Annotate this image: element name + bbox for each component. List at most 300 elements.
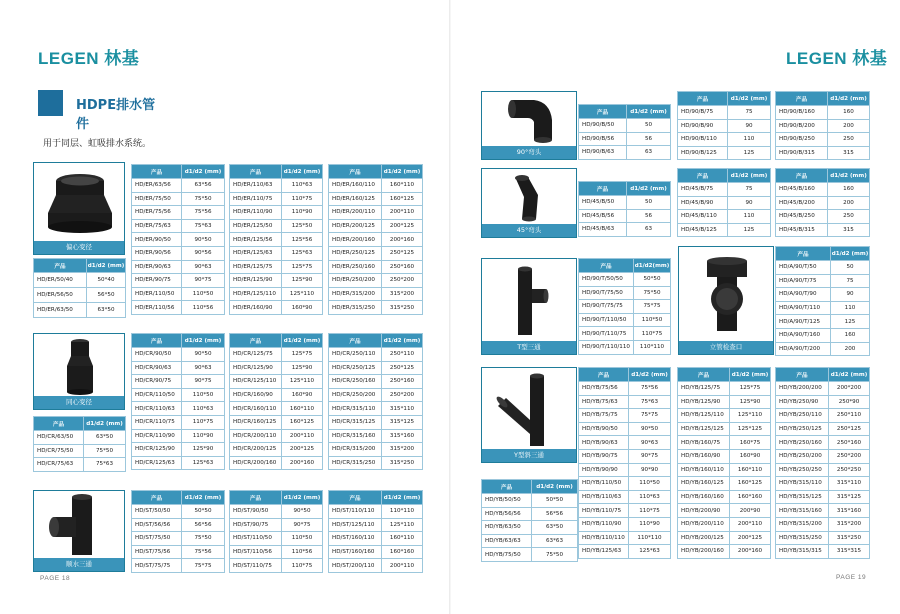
product-code: HD/YB/90/63 bbox=[579, 436, 629, 450]
table-row bbox=[579, 395, 671, 409]
table-row bbox=[132, 559, 225, 573]
product-code: HD/A/90/T/75 bbox=[776, 274, 831, 288]
dimension-value: 200*125 bbox=[282, 443, 323, 457]
table-row bbox=[34, 431, 126, 445]
table-row bbox=[230, 179, 323, 193]
product-code: HD/ER/110/63 bbox=[230, 179, 282, 193]
t-tee-icon bbox=[482, 259, 578, 343]
table-row bbox=[230, 274, 323, 288]
table-row bbox=[132, 443, 225, 457]
dimension-value: 75*50 bbox=[84, 444, 126, 458]
table-row bbox=[776, 422, 870, 436]
dimension-value: 160 bbox=[831, 328, 870, 342]
dimension-value: 200 bbox=[828, 196, 870, 210]
spec-table-st2 bbox=[229, 490, 323, 573]
product-code: HD/45/B/315 bbox=[776, 223, 828, 237]
header-dimension: d1/d2(mm) bbox=[634, 259, 671, 273]
dimension-value: 160*110 bbox=[382, 179, 423, 193]
product-code: HD/ER/110/90 bbox=[230, 206, 282, 220]
product-code: HD/ER/110/75 bbox=[230, 192, 282, 206]
product-code: HD/CR/125/75 bbox=[230, 348, 282, 362]
product-code: HD/90/B/110 bbox=[678, 133, 728, 147]
dimension-value: 125*125 bbox=[730, 422, 771, 436]
product-code: HD/YB/200/200 bbox=[776, 382, 829, 396]
table-row bbox=[329, 192, 423, 206]
dimension-value: 250*110 bbox=[829, 409, 870, 423]
table-row bbox=[34, 302, 126, 317]
product-code: HD/YB/75/56 bbox=[579, 382, 629, 396]
table-row bbox=[678, 133, 771, 147]
table-row bbox=[230, 233, 323, 247]
table-row bbox=[329, 179, 423, 193]
table-row bbox=[579, 531, 671, 545]
header-product: 产品 bbox=[230, 334, 282, 348]
product-code: HD/YB/125/90 bbox=[678, 395, 730, 409]
dimension-value: 50*40 bbox=[87, 273, 126, 288]
table-row bbox=[678, 477, 771, 491]
dimension-value: 63*50 bbox=[532, 521, 578, 535]
dimension-value: 125 bbox=[728, 146, 771, 160]
dimension-value: 200*125 bbox=[382, 219, 423, 233]
header-product: 产品 bbox=[579, 182, 627, 196]
dimension-value: 250*160 bbox=[829, 436, 870, 450]
dimension-value: 160*125 bbox=[730, 477, 771, 491]
dimension-value: 200*110 bbox=[282, 429, 323, 443]
product-code: HD/ER/125/63 bbox=[230, 246, 282, 260]
dimension-value: 90 bbox=[728, 119, 771, 133]
product-code: HD/CR/160/125 bbox=[230, 415, 282, 429]
table-row bbox=[482, 507, 578, 521]
spec-table-st1 bbox=[131, 490, 225, 573]
table-row bbox=[132, 375, 225, 389]
spec-table-b90_1 bbox=[578, 104, 671, 160]
header-dimension: d1/d2 (mm) bbox=[730, 368, 771, 382]
table-row bbox=[579, 327, 671, 341]
product-code: HD/ST/90/50 bbox=[230, 505, 282, 519]
dimension-value: 110 bbox=[728, 210, 771, 224]
dimension-value: 50*50 bbox=[532, 494, 578, 508]
dimension-value: 315 bbox=[828, 146, 870, 160]
table-row bbox=[678, 395, 771, 409]
dimension-value: 75*75 bbox=[634, 300, 671, 314]
header-product: 产品 bbox=[579, 259, 634, 273]
table-row bbox=[329, 402, 423, 416]
product-code: HD/A/90/T/110 bbox=[776, 301, 831, 315]
dimension-value: 160*110 bbox=[282, 402, 323, 416]
spec-table-cr2 bbox=[229, 333, 323, 470]
table-row bbox=[132, 219, 225, 233]
table-row bbox=[329, 287, 423, 301]
dimension-value: 90*63 bbox=[629, 436, 671, 450]
dimension-value: 110*90 bbox=[629, 517, 671, 531]
dimension-value: 160*75 bbox=[730, 436, 771, 450]
product-code: HD/ER/125/110 bbox=[230, 287, 282, 301]
dimension-value: 56*56 bbox=[532, 507, 578, 521]
table-row bbox=[579, 340, 671, 354]
header-product: 产品 bbox=[678, 368, 730, 382]
product-code: HD/90/T/110/75 bbox=[579, 327, 634, 341]
product-code: HD/ER/125/56 bbox=[230, 233, 282, 247]
table-row bbox=[329, 233, 423, 247]
dimension-value: 315*315 bbox=[829, 545, 870, 559]
dimension-value: 56*56 bbox=[182, 518, 225, 532]
product-code: HD/ST/110/50 bbox=[230, 532, 282, 546]
dimension-value: 250*200 bbox=[829, 449, 870, 463]
product-code: HD/CR/200/110 bbox=[230, 429, 282, 443]
dimension-value: 250 bbox=[828, 133, 870, 147]
product-code: HD/YB/315/200 bbox=[776, 517, 829, 531]
dimension-value: 110*63 bbox=[182, 402, 225, 416]
cleanout-icon bbox=[679, 247, 775, 343]
table-row bbox=[329, 260, 423, 274]
product-code: HD/YB/110/110 bbox=[579, 531, 629, 545]
product-code: HD/YB/250/250 bbox=[776, 463, 829, 477]
photo-sweep-tee bbox=[33, 490, 125, 572]
product-code: HD/90/T/50/50 bbox=[579, 273, 634, 287]
table-row bbox=[678, 119, 771, 133]
product-code: HD/CR/110/63 bbox=[132, 402, 182, 416]
dimension-value: 250*250 bbox=[829, 463, 870, 477]
dimension-value: 75*56 bbox=[182, 545, 225, 559]
product-code: HD/YB/75/50 bbox=[482, 548, 532, 562]
table-row bbox=[34, 273, 126, 288]
dimension-value: 160*160 bbox=[730, 490, 771, 504]
dimension-value: 56*50 bbox=[87, 287, 126, 302]
product-code: HD/A/90/T/125 bbox=[776, 315, 831, 329]
table-row bbox=[678, 531, 771, 545]
product-code: HD/90/B/56 bbox=[579, 132, 627, 146]
table-row bbox=[230, 219, 323, 233]
table-row bbox=[132, 415, 225, 429]
table-row bbox=[329, 559, 423, 573]
dimension-value: 160*90 bbox=[282, 301, 323, 315]
product-code: HD/YB/315/315 bbox=[776, 545, 829, 559]
intro-text: 用于同层、虹吸排水系统。 bbox=[43, 139, 152, 149]
eccentric-reducer-icon bbox=[34, 163, 126, 243]
table-row bbox=[230, 287, 323, 301]
dimension-value: 200*110 bbox=[730, 517, 771, 531]
header-dimension: d1/d2 (mm) bbox=[831, 247, 870, 261]
product-code: HD/ER/50/40 bbox=[34, 273, 87, 288]
table-row bbox=[776, 449, 870, 463]
table-row bbox=[329, 429, 423, 443]
product-code: HD/ER/90/63 bbox=[132, 260, 182, 274]
table-row bbox=[329, 348, 423, 362]
product-code: HD/YB/250/200 bbox=[776, 449, 829, 463]
dimension-value: 90*50 bbox=[629, 422, 671, 436]
table-row bbox=[329, 415, 423, 429]
table-row bbox=[579, 477, 671, 491]
table-row bbox=[776, 274, 870, 288]
dimension-value: 63*50 bbox=[84, 431, 126, 445]
dimension-value: 315*160 bbox=[382, 429, 423, 443]
product-code: HD/ER/160/90 bbox=[230, 301, 282, 315]
product-code: HD/YB/160/125 bbox=[678, 477, 730, 491]
dimension-value: 315*250 bbox=[382, 301, 423, 315]
product-code: HD/90/T/75/50 bbox=[579, 286, 634, 300]
dimension-value: 125*110 bbox=[282, 375, 323, 389]
header-product: 产品 bbox=[132, 165, 182, 179]
product-code: HD/YB/315/125 bbox=[776, 490, 829, 504]
product-code: HD/CR/315/200 bbox=[329, 443, 382, 457]
dimension-value: 160*160 bbox=[382, 545, 423, 559]
dimension-value: 125*75 bbox=[282, 348, 323, 362]
table-row bbox=[579, 382, 671, 396]
dimension-value: 125*56 bbox=[282, 233, 323, 247]
dimension-value: 110*110 bbox=[629, 531, 671, 545]
product-code: HD/45/B/250 bbox=[776, 210, 828, 224]
header-dimension: d1/d2 (mm) bbox=[728, 92, 771, 106]
product-code: HD/CR/75/50 bbox=[34, 444, 84, 458]
product-code: HD/90/T/110/110 bbox=[579, 340, 634, 354]
table-row bbox=[776, 106, 870, 120]
header-product: 产品 bbox=[776, 247, 831, 261]
table-row bbox=[678, 504, 771, 518]
product-code: HD/YB/90/50 bbox=[579, 422, 629, 436]
table-row bbox=[579, 223, 671, 237]
product-code: HD/A/90/T/160 bbox=[776, 328, 831, 342]
table-row bbox=[579, 504, 671, 518]
dimension-value: 315*200 bbox=[382, 443, 423, 457]
product-code: HD/ER/200/160 bbox=[329, 233, 382, 247]
product-code: HD/ER/75/56 bbox=[132, 206, 182, 220]
table-row bbox=[776, 119, 870, 133]
table-row bbox=[579, 300, 671, 314]
dimension-value: 250*125 bbox=[829, 422, 870, 436]
spec-table-t bbox=[578, 258, 671, 355]
product-code: HD/YB/250/90 bbox=[776, 395, 829, 409]
dimension-value: 90*50 bbox=[282, 505, 323, 519]
product-code: HD/90/B/63 bbox=[579, 146, 627, 160]
header-dimension: d1/d2 (mm) bbox=[382, 165, 423, 179]
product-code: HD/90/B/125 bbox=[678, 146, 728, 160]
table-row bbox=[329, 301, 423, 315]
product-code: HD/CR/125/90 bbox=[230, 361, 282, 375]
table-row bbox=[776, 133, 870, 147]
table-row bbox=[776, 183, 870, 197]
header-product: 产品 bbox=[776, 169, 828, 183]
spec-table-st3 bbox=[328, 490, 423, 573]
table-row bbox=[579, 286, 671, 300]
header-product: 产品 bbox=[34, 259, 87, 273]
product-code: HD/YB/90/75 bbox=[579, 449, 629, 463]
table-row bbox=[132, 206, 225, 220]
dimension-value: 160 bbox=[828, 106, 870, 120]
table-row bbox=[132, 361, 225, 375]
dimension-value: 110*75 bbox=[629, 504, 671, 518]
dimension-value: 125*110 bbox=[730, 409, 771, 423]
product-code: HD/ST/160/160 bbox=[329, 545, 382, 559]
header-dimension: d1/d2 (mm) bbox=[627, 182, 671, 196]
table-row bbox=[230, 388, 323, 402]
spec-table-b90_2 bbox=[677, 91, 771, 160]
product-code: HD/YB/200/110 bbox=[678, 517, 730, 531]
table-row bbox=[230, 443, 323, 457]
table-row bbox=[776, 261, 870, 275]
product-code: HD/ER/63/50 bbox=[34, 302, 87, 317]
product-code: HD/ER/250/160 bbox=[329, 260, 382, 274]
header-dimension: d1/d2 (mm) bbox=[728, 169, 771, 183]
table-row bbox=[230, 505, 323, 519]
product-code: HD/YB/200/160 bbox=[678, 545, 730, 559]
dimension-value: 110*75 bbox=[182, 415, 225, 429]
spec-table-er3 bbox=[328, 164, 423, 315]
product-code: HD/ER/160/110 bbox=[329, 179, 382, 193]
table-row bbox=[776, 342, 870, 356]
table-row bbox=[230, 246, 323, 260]
dimension-value: 75*75 bbox=[629, 409, 671, 423]
table-row bbox=[678, 422, 771, 436]
section-accent bbox=[38, 90, 63, 116]
product-code: HD/45/B/160 bbox=[776, 183, 828, 197]
table-row bbox=[579, 196, 671, 210]
table-row bbox=[329, 246, 423, 260]
product-code: HD/YB/56/56 bbox=[482, 507, 532, 521]
y-tee-icon bbox=[482, 368, 578, 451]
product-code: HD/45/B/90 bbox=[678, 196, 728, 210]
table-row bbox=[678, 409, 771, 423]
dimension-value: 110 bbox=[831, 301, 870, 315]
table-row bbox=[132, 233, 225, 247]
dimension-value: 315*200 bbox=[382, 287, 423, 301]
spec-table-cr1 bbox=[131, 333, 225, 470]
table-row bbox=[132, 301, 225, 315]
dimension-value: 125*90 bbox=[282, 274, 323, 288]
table-row bbox=[678, 517, 771, 531]
product-code: HD/45/B/56 bbox=[579, 209, 627, 223]
table-row bbox=[776, 382, 870, 396]
table-row bbox=[776, 315, 870, 329]
dimension-value: 90*50 bbox=[182, 233, 225, 247]
dimension-value: 200*160 bbox=[382, 233, 423, 247]
table-row bbox=[230, 415, 323, 429]
table-row bbox=[678, 545, 771, 559]
dimension-value: 110*50 bbox=[629, 477, 671, 491]
product-code: HD/YB/315/110 bbox=[776, 477, 829, 491]
table-row bbox=[132, 505, 225, 519]
dimension-value: 110*110 bbox=[634, 340, 671, 354]
dimension-value: 75*50 bbox=[182, 192, 225, 206]
dimension-value: 250*200 bbox=[382, 274, 423, 288]
table-row bbox=[678, 210, 771, 224]
dimension-value: 56 bbox=[627, 132, 671, 146]
dimension-value: 75*50 bbox=[182, 532, 225, 546]
dimension-value: 110*56 bbox=[182, 301, 225, 315]
header-product: 产品 bbox=[579, 368, 629, 382]
header-product: 产品 bbox=[230, 491, 282, 505]
dimension-value: 75*56 bbox=[182, 206, 225, 220]
table-row bbox=[776, 409, 870, 423]
product-code: HD/CR/250/200 bbox=[329, 388, 382, 402]
table-row bbox=[482, 534, 578, 548]
product-code: HD/ST/110/75 bbox=[230, 559, 282, 573]
dimension-value: 110*110 bbox=[382, 505, 423, 519]
product-code: HD/45/B/125 bbox=[678, 223, 728, 237]
spec-table-b90_3 bbox=[775, 91, 870, 160]
header-product: 产品 bbox=[482, 480, 532, 494]
product-code: HD/YB/125/110 bbox=[678, 409, 730, 423]
concentric-reducer-icon bbox=[34, 334, 126, 398]
dimension-value: 75*56 bbox=[629, 382, 671, 396]
header-dimension: d1/d2 (mm) bbox=[87, 259, 126, 273]
table-row bbox=[132, 192, 225, 206]
product-code: HD/YB/160/110 bbox=[678, 463, 730, 477]
table-row bbox=[579, 449, 671, 463]
table-row bbox=[230, 518, 323, 532]
dimension-value: 90*63 bbox=[182, 260, 225, 274]
table-row bbox=[579, 209, 671, 223]
table-row bbox=[579, 273, 671, 287]
header-dimension: d1/d2 (mm) bbox=[532, 480, 578, 494]
table-row bbox=[132, 388, 225, 402]
dimension-value: 75*75 bbox=[182, 559, 225, 573]
page-number-left: PAGE 18 bbox=[40, 575, 71, 582]
product-code: HD/YB/75/75 bbox=[579, 409, 629, 423]
table-row bbox=[132, 402, 225, 416]
table-row bbox=[776, 436, 870, 450]
dimension-value: 110*50 bbox=[282, 532, 323, 546]
table-row bbox=[776, 196, 870, 210]
table-row bbox=[776, 477, 870, 491]
header-dimension: d1/d2 (mm) bbox=[282, 491, 323, 505]
table-row bbox=[132, 179, 225, 193]
table-row bbox=[132, 287, 225, 301]
product-code: HD/90/B/75 bbox=[678, 106, 728, 120]
dimension-value: 125*63 bbox=[182, 456, 225, 470]
dimension-value: 110 bbox=[728, 133, 771, 147]
header-dimension: d1/d2 (mm) bbox=[282, 334, 323, 348]
table-row bbox=[132, 518, 225, 532]
product-code: HD/CR/90/50 bbox=[132, 348, 182, 362]
table-row bbox=[776, 395, 870, 409]
dimension-value: 90*50 bbox=[182, 348, 225, 362]
table-row bbox=[132, 246, 225, 260]
product-code: HD/ER/110/56 bbox=[132, 301, 182, 315]
header-product: 产品 bbox=[329, 165, 382, 179]
product-code: HD/CR/250/110 bbox=[329, 348, 382, 362]
dimension-value: 200*90 bbox=[730, 504, 771, 518]
table-row bbox=[329, 545, 423, 559]
product-code: HD/YB/63/50 bbox=[482, 521, 532, 535]
product-code: HD/YB/250/160 bbox=[776, 436, 829, 450]
table-row bbox=[776, 301, 870, 315]
dimension-value: 90 bbox=[831, 288, 870, 302]
product-code: HD/90/B/315 bbox=[776, 146, 828, 160]
dimension-value: 250*200 bbox=[382, 388, 423, 402]
dimension-value: 50 bbox=[627, 196, 671, 210]
spec-table-b45_3 bbox=[775, 168, 870, 237]
caption-cleanout: 立管检查口 bbox=[679, 341, 773, 354]
dimension-value: 160*110 bbox=[730, 463, 771, 477]
table-row bbox=[776, 146, 870, 160]
dimension-value: 125*50 bbox=[282, 219, 323, 233]
table-row bbox=[579, 422, 671, 436]
product-code: HD/ER/110/50 bbox=[132, 287, 182, 301]
dimension-value: 125*90 bbox=[730, 395, 771, 409]
dimension-value: 63 bbox=[627, 146, 671, 160]
table-row bbox=[678, 449, 771, 463]
table-row bbox=[579, 436, 671, 450]
product-code: HD/ER/315/200 bbox=[329, 287, 382, 301]
photo-elbow-45 bbox=[481, 168, 577, 238]
header-product: 产品 bbox=[776, 92, 828, 106]
spec-table-yb1 bbox=[578, 367, 671, 559]
product-code: HD/ER/250/125 bbox=[329, 246, 382, 260]
dimension-value: 160*125 bbox=[382, 192, 423, 206]
product-code: HD/YB/125/63 bbox=[579, 545, 629, 559]
product-code: HD/ER/315/250 bbox=[329, 301, 382, 315]
dimension-value: 315*125 bbox=[382, 415, 423, 429]
